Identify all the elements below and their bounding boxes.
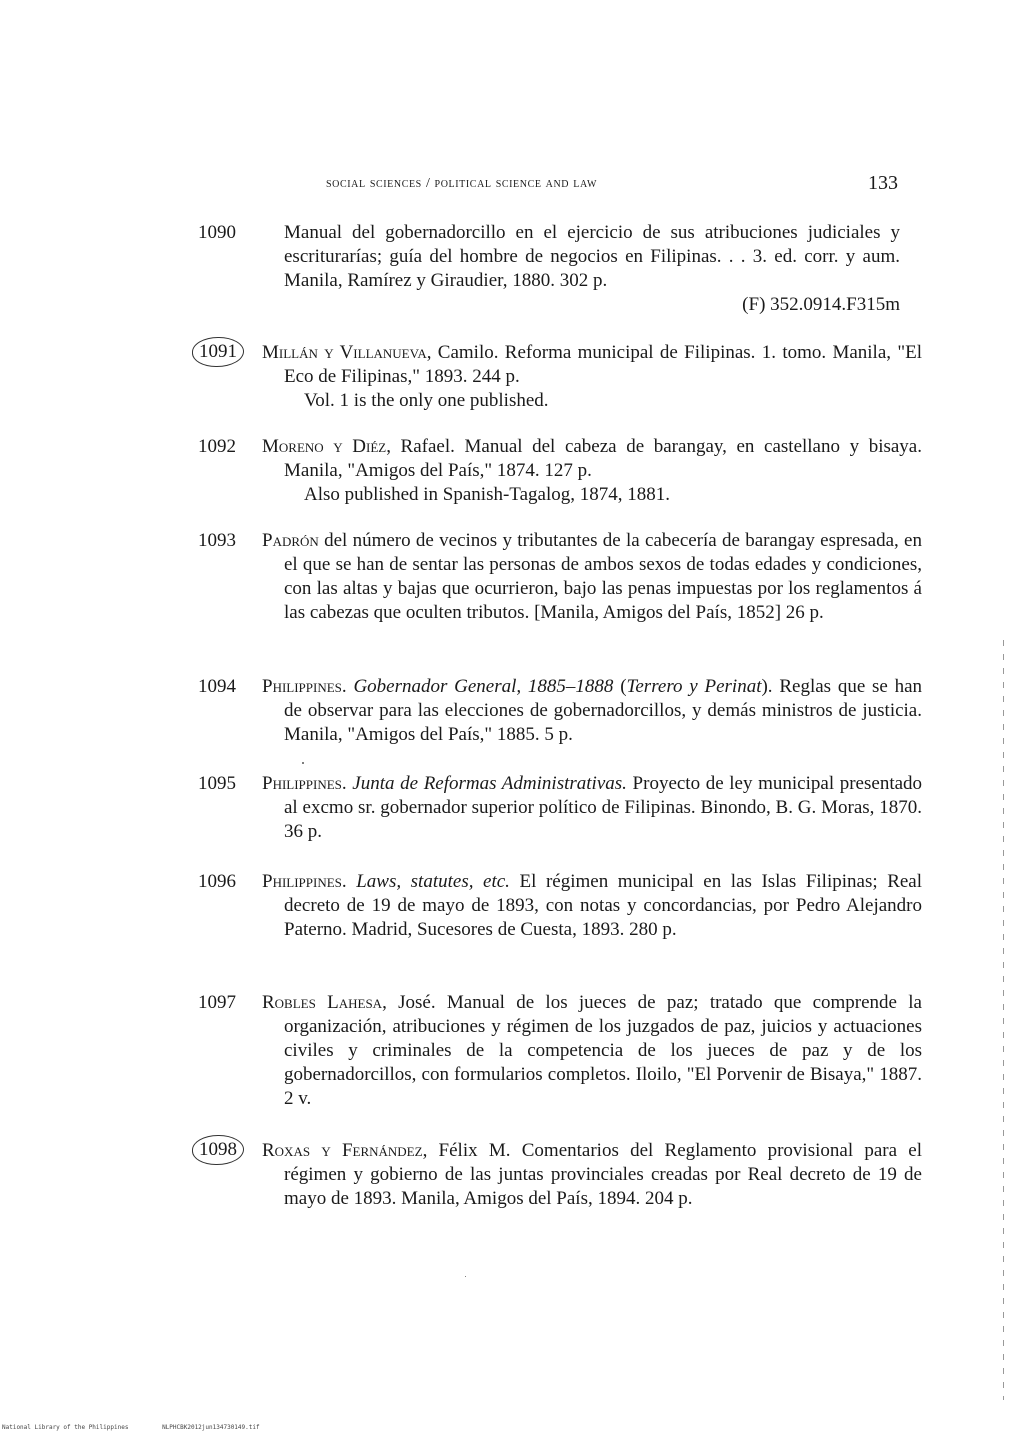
entry-body: El régimen municipal en las Islas Filipinas; Real decreto de 19 de mayo de 1893, con notas y concordancias, por Pedro Alejandro Paterno. Madrid, Sucesores de Cuesta, 1893. 280 p. (284, 871, 923, 940)
entry-text (262, 529, 922, 625)
entry-italic: Gobernador General, 1885–1888 (353, 676, 614, 697)
scan-footer (2, 1424, 290, 1431)
entry-author: Moreno y Diéz (262, 436, 387, 457)
scan-speck (302, 762, 304, 764)
entry-author: Philippines (262, 871, 342, 892)
entry-number: 1090 (198, 222, 236, 243)
entry-number: 1092 (198, 436, 236, 457)
entry-body: Reglas que se han de observar para las elecciones de gobernadorcillos, y demás ministros de justicia. Manila, "Amigos del País," 1885. 5 p. (284, 676, 923, 745)
entry-author: Millán y Villanueva (262, 342, 427, 363)
entry-body: Proyecto de ley municipal presentado al excmo sr. gobernador superior político de Filipinas. Binondo, B. G. Moras, 1870. 36 p. (284, 773, 923, 842)
entry-text: Philippines. Junta de Reformas Administrativas. Proyecto de ley municipal presentado al excmo sr. gobernador superior político de Filipinas. Binondo, B. G. Moras, 1870. 36 p. (262, 773, 923, 842)
scan-edge-line (1003, 640, 1004, 1400)
entry-author: Robles Lahesa (262, 992, 383, 1013)
footer-library: National Library of the Philippines (2, 1424, 129, 1431)
entry-number: 1094 (198, 676, 236, 697)
entry-author: Padrón (262, 530, 319, 551)
page-number: 133 (868, 172, 898, 194)
entry-text (262, 991, 922, 1111)
call-number: (F) 352.0914.F315m (742, 294, 900, 315)
entry-number-circled: 1091 (192, 337, 244, 367)
entry-author: Philippines (262, 773, 342, 794)
entry-body: , Rafael. Manual del cabeza de barangay, en castellano y bisaya. Manila, "Amigos del País," 1874. 127 p. (284, 436, 922, 481)
entry-italic-2: Terrero y Perinat (626, 676, 762, 697)
entry-text: Philippines. Laws, statutes, etc. El régimen municipal en las Islas Filipinas; Real decreto de 19 de mayo de 1893, con notas y concordancias, por Pedro Alejandro Paterno. Madrid, Sucesores de Cuesta, 1893. 280 p. (262, 871, 923, 940)
entry-number-circled: 1098 (192, 1135, 244, 1165)
entry-number: 1096 (198, 871, 236, 892)
running-head (0, 172, 1011, 200)
entry-author: Roxas y Fernández (262, 1140, 423, 1161)
entry-text (262, 435, 922, 507)
entry-text (262, 1139, 922, 1211)
entry-body: del número de vecinos y tributantes de la cabecería de barangay espresada, en el que se han de sentar las personas de ambos sexos de todas edades y condiciones, con las altas y bajas que ocurrieron, bajo las penas impuestas por los reglamentos á las cabezas que oculten tributos. [Manila, Amigos del País, 1852] 26 p. (284, 530, 922, 623)
scan-speck (465, 1276, 466, 1277)
entry-body: Manual del gobernadorcillo en el ejercicio de sus atribuciones judiciales y escriturarías; guía del hombre de negocios en Filipinas. . . 3. ed. corr. y aum. Manila, Ramírez y Giraudier, 1880. 302 p. (284, 222, 900, 291)
entry-number: 1095 (198, 773, 236, 794)
entry-italic: Laws, statutes, etc. (356, 871, 510, 892)
entry-text: Philippines. Gobernador General, 1885–1888 (Terrero y Perinat). Reglas que se han de observar para las elecciones de gobernadorcillos, y demás ministros de justicia. Manila, "Amigos del País," 1885. 5 p. (262, 676, 923, 745)
entry-number: 1093 (198, 530, 236, 551)
footer-filename: NLPHCBK2012jun134730149.tif (162, 1424, 260, 1431)
entry-text (284, 221, 900, 317)
entry-note: Also published in Spanish-Tagalog, 1874, 1881. (304, 484, 670, 505)
entry-text (262, 341, 922, 413)
entry-body: , José. Manual de los jueces de paz; tratado que comprende la organización, atribuciones y régimen de los juzgados de paz, juicios y actuaciones civiles y criminales de la competencia de los jueces de paz y de los gobernadorcillos, con formularios completos. Iloilo, "El Porvenir de Bisaya," 1887. 2 v. (284, 992, 922, 1109)
entry-author: Philippines (262, 676, 342, 697)
running-title: social sciences / political science and law (326, 176, 597, 191)
entry-body: , Camilo. Reforma municipal de Filipinas. 1. tomo. Manila, "El Eco de Filipinas," 1893. 244 p. (284, 342, 922, 387)
entry-number: 1097 (198, 992, 236, 1013)
entry-note: Vol. 1 is the only one published. (304, 390, 549, 411)
entry-italic: Junta de Reformas Administrativas. (352, 773, 627, 794)
entry-body: , Félix M. Comentarios del Reglamento provisional para el régimen y gobierno de las juntas provinciales creadas por Real decreto de 19 de mayo de 1893. Manila, Amigos del País, 1894. 204 p. (284, 1140, 922, 1209)
